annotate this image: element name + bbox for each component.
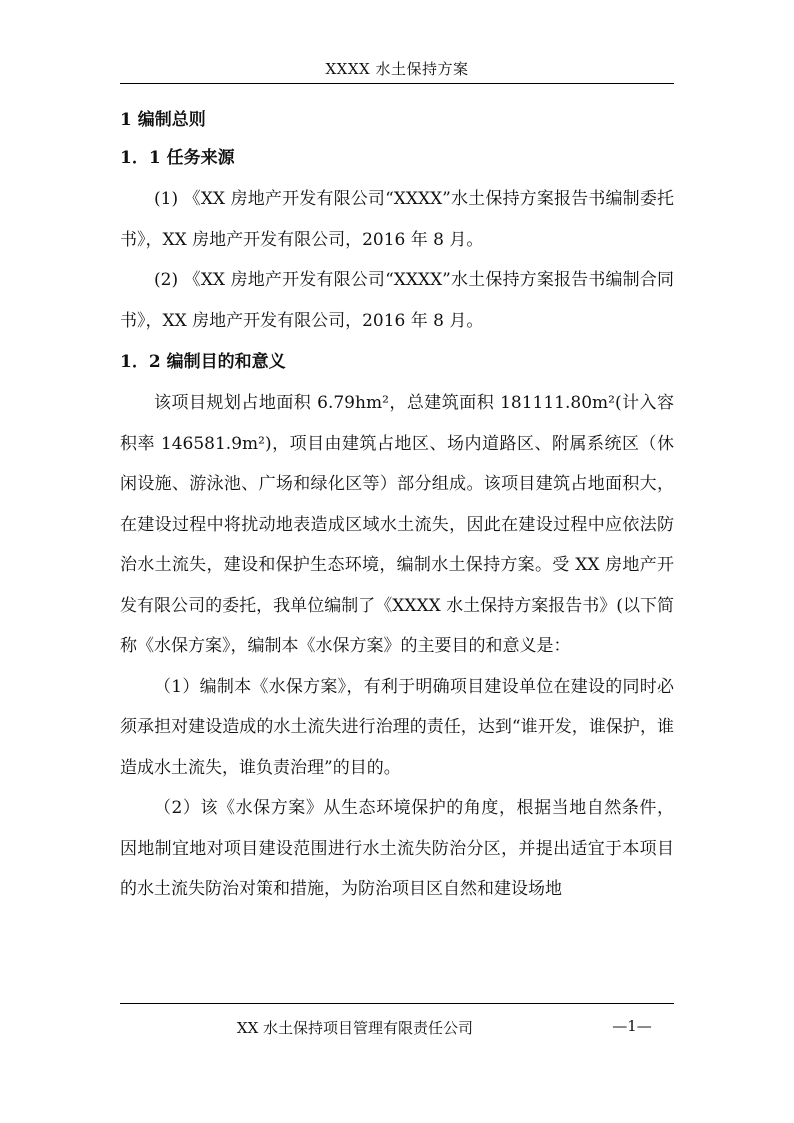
section-1-1-item-2: (2) 《XX 房地产开发有限公司“XXXX”水土保持方案报告书编制合同书》，XX 房地产开发有限公司，2016 年 8 月。 — [120, 270, 674, 331]
section-1-1-item-1: (1) 《XX 房地产开发有限公司“XXXX”水土保持方案报告书编制委托书》，XX 房地产开发有限公司，2016 年 8 月。 — [120, 189, 674, 250]
header-divider — [120, 83, 674, 84]
section-1-1-heading: 1．1 任务来源 — [120, 148, 235, 168]
section-1-2-paragraph-3: （2）该《水保方案》从生态环境保护的角度，根据当地自然条件，因地制宜地对项目建设范围进行水土流失防治分区，并提出适宜于本项目的水土流失防治对策和措施，为防治项目区自然和建设场地 — [120, 798, 674, 899]
document-body — [120, 103, 674, 910]
section-1-2-heading: 1．2 编制目的和意义 — [120, 352, 286, 372]
footer-divider — [120, 1003, 674, 1004]
footer-company: XX 水土保持项目管理有限责任公司 — [236, 1019, 474, 1037]
page-number: —1— — [612, 1017, 652, 1035]
section-1-heading: 1 编制总则 — [120, 110, 206, 130]
section-1-2-paragraph-1: 该项目规划占地面积 6.79hm²，总建筑面积 181111.80m²(计入容积率 146581.9m²)，项目由建筑占地区、场内道路区、附属系统区（休闲设施、游泳池、广场和绿化区等）部分组成。该项目建筑占地面积大，在建设过程中将扰动地表造成区域水土流失，因此在建设过程中应依法防治水土流失，建设和保护生态环境，编制水土保持方案。受 XX 房地产开发有限公司的委托，我单位编制了《XXXX 水土保持方案报告书》(以下简称《水保方案》，编制本《水保方案》的主要目的和意义是： — [120, 393, 674, 656]
section-1-2-paragraph-2: （1）编制本《水保方案》，有利于明确项目建设单位在建设的同时必须承担对建设造成的水土流失进行治理的责任，达到“谁开发，谁保护，谁造成水土流失，谁负责治理”的目的。 — [120, 676, 674, 778]
page-header-title: XXXX 水土保持方案 — [325, 60, 469, 78]
